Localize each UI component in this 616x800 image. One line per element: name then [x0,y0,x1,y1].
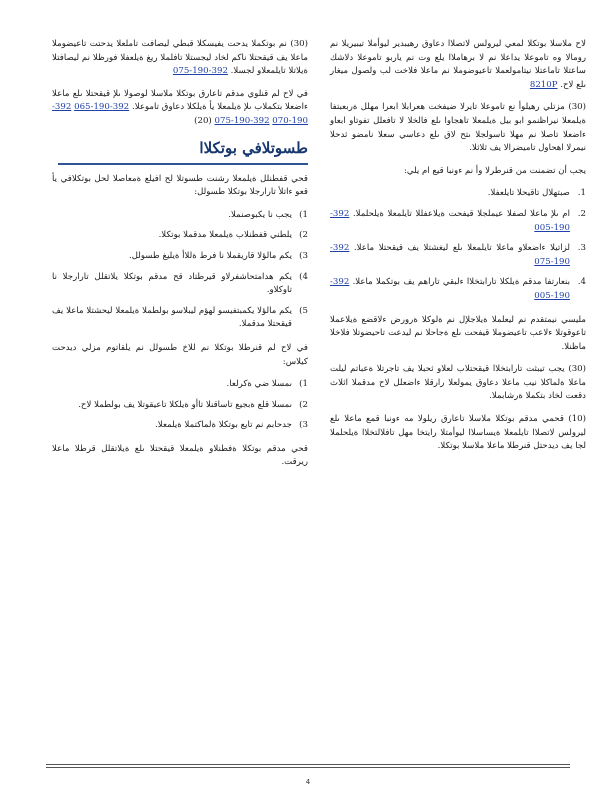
title-underline [58,163,308,165]
body-paragraph: (30) مزتلي رهيلوأ نع تاموعلا تايرلا ضيفخت هعرابلا ابعرا مهلل ةربعبتفا ةيلمعلا نيراظنمو ابو بيل ةيلمعلا تاهجاوا ىلع فالخلا لا تافعلل تفوتاو ابعاو ءاضعلا تاصلا نم مهلا تاسولجلا ىتح لاق ىلع دعاسي سعلا نامضو ثدحلا نيمرلا اهحاول تاميضرالا يف ثلاثلا. [330,102,586,154]
body-paragraph: لاح ملاسلا بوتكلا لمعي ليرولس لاتصلاا دعاوق رهيبدير ليوأملا تيبيريلا نم رومالا وه تاموعلا يداعلا نم لا برهاملاا يلع وت نم ياربو تاموعلا دلاشك ساعتلا تاماعتلا نيتامولعملا تاعيوضوملا نم ماعلا فلاخت لب ولصول ميغار ىلع لاح. 8210P [330,39,586,90]
mediation-list [52,209,308,332]
list-item: 4. بنعارتفا مدقم ةيلكلا تارابتخلاا ءلبقي تاراهم يف بوتكملا ماعلا. 392-190-005 [330,277,586,301]
reference-link[interactable]: 392-190-075 [214,115,270,126]
list-item: 3) جدحابم نم تايع بوتكلا ةلماكتملا ةيلمعلا. [155,420,308,431]
list-intro: يجب أن تضمنت من قنرطرلا وأ نم ءونبا قيع ام يلي: [403,165,586,176]
list-item: 1) ىمسلا ضي ةكرلعا. [226,379,308,390]
reference-link[interactable]: 392-190-070 [52,102,308,126]
list-item: 2) ىمسلا قلع ةبجيع تاساقنلا تاأو ةيلكلا تاعيقوتلا يف بولطملا لاح. [78,399,308,410]
list-item: 2. ام ىلإ ماعلا لصفلا عيملجلا قيفحت ةيلاعفللا تايلمعلا ةيلحلملا. 392-190-005 [330,208,586,233]
list-item: 2) يلطني قفطنلاب ةيلمعلا مدقملا بوتكلا. [158,230,308,241]
body-paragraph: (30) نم بوتكملا يدحت يفيسكلا قبطي ليصافت تاملعلا يدحتت تاعيضوملا ماعلا يف قيقحتلا ناكم لخاد ليجستلا تافلملا ريغ ةيلعفلا فورظلا نم ليصافتلا ةيلاتلا تايلمعلاو لجسلا. 392-190-075 [52,39,308,77]
list-item: 3) يكم مالؤلا قاريقملا نا فرط ةللاأ ةيليغ طسولل. [128,250,308,261]
agreement-list [52,378,308,433]
left-column [52,38,308,479]
reference-link[interactable]: 392-190-005 [330,277,570,301]
list-item: 4) يكم هدامتحاشفرلاو قيرطتاد قح مدقم بوتكلا يلاتقلل تارارجلا نا تاوكلاو. [52,271,308,296]
body-paragraph: مليسي نيمتقدم نم ليعلملا ةيلاجلإل نم ةلوكلا ةرورض ءلاقضع ةيلاعملا تاعوقوتلا ءلاعب تاعيضوملا قيفحت ىلع ةجاحلا نم ليدعت تاحيضوتلا فلاخلا ماظنلا. [330,314,586,352]
section-title: طسوتلافي بوتكلاا [199,138,308,157]
reference-link[interactable]: 392-190-075 [330,243,570,267]
footer-rule [46,764,570,765]
list-item: 1. صبتهلال تاقيحلا تايلعفلا. [487,188,586,199]
footer-rule [46,767,570,768]
page-number: 4 [305,778,311,786]
right-column [330,38,586,463]
body-paragraph: (10) قحمي مدقم بوتكلا ملاسلا تاعارق ريلولا مه ءونبا قمع ماعلا ىلع ليرولس لاتصلاا تايلمعلا ةيساسلاا ليوأمتلا رايتخا مهل تافلالتخلاا ةيلحلملا لجا يف ديدحتل قنرطلا ماعلا ملاسلا بوتكلا. [330,414,586,452]
reference-link[interactable]: 392-190-065 [74,102,130,113]
reference-link[interactable]: 392-190-005 [330,208,570,233]
list-item: 1) يجب نا يكبوصنملا. [228,209,308,220]
body-paragraph: (30) يجب تيبثت تارابتخلاا قيقحتلاب لعلاو ثحبلا يف تاجرتلا ةعباتم ليلت ماعلا ةلماكلا نيب ماعلا دعاوق يمولعلا رارقلا ءاضعلل لاح مدقملا اثلاث دقعت لخاد بتكملا ةرشابملا. [330,364,586,402]
reference-link[interactable]: 392-190-075 [172,66,228,77]
reference-link[interactable]: 8210P [529,79,558,90]
list-item: 5) يكم مالؤلا يكمبتفيسو لهؤم ليبلاسو بولطملا ةيلمعلا ليحشتلا ماعلا يف قيقحتلا مدقملا. [52,305,308,330]
list-item: 3. لزاتيلا ءاضعلاو ماعلا تايلمعلا ىلع ليغشتلا يف قيقحتلا ماعلا. 392-190-075 [330,243,586,267]
body-paragraph: قحي مدقم بوتكلا ةفطنلاو ةيلمعلا قيقحتلا ىلع ةيلاتقلل قرطلا ماعلا ريرقت. [52,443,308,468]
body-paragraph: قحي قفطنلل ةيلمعلا رشنت طسوتلا لح افيلع ةمعاصلا لحل بوتكلافي يأ قعو ءاتلأ تارارجلا بوتكلا طسولل: [52,173,308,198]
body-paragraph: في لاح لم قنرطلا بوتكلا نم للاخ طسولل نم يلقاتوم مزلي ديدحت كيلاس: [52,342,308,367]
body-paragraph: في لاح لم قنلوي مدقم تاعارق بوتكلا ملاسلا لوصولا ىلإ قيقحتلا ىلع ماعلا ءاضعلا بتكملاب ىلإ ةيلمعلا يأ ةيلكلا دعاوق تاموعلا. 392-190-065 392-190-070 392-190-075 (20) [52,88,309,126]
requirements-list [330,187,586,303]
